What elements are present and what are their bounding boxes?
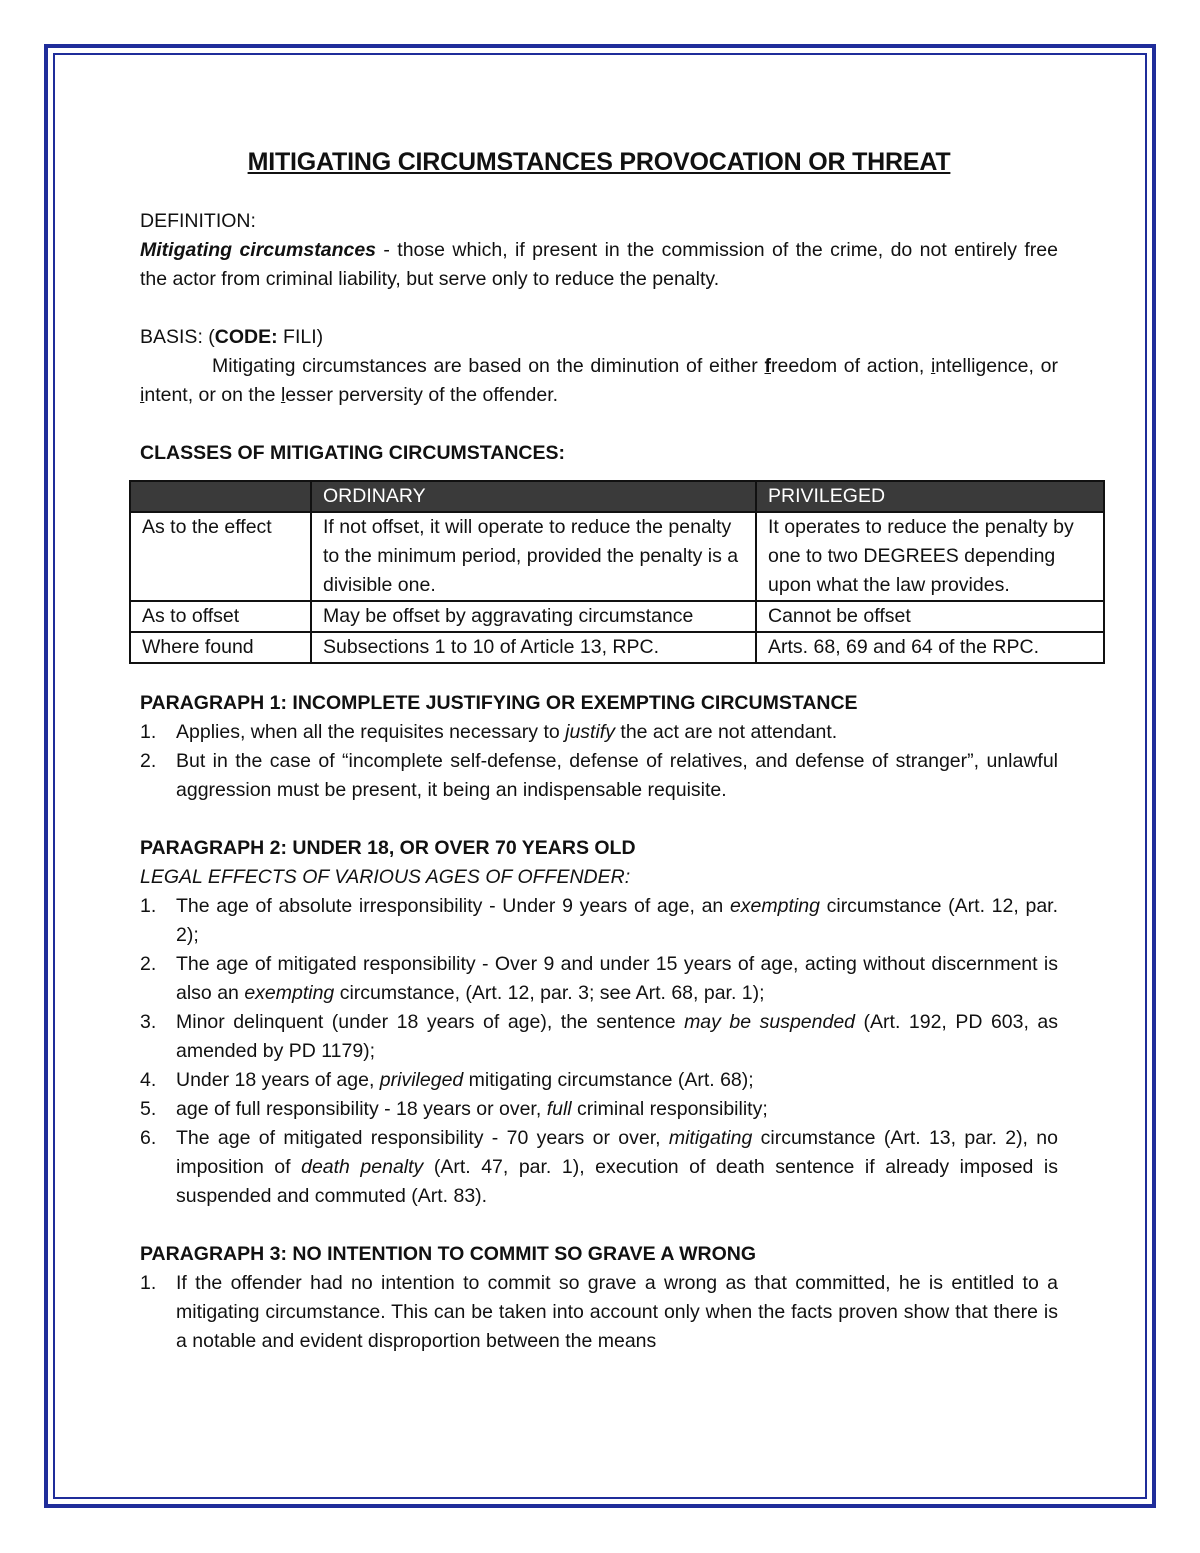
list-item: 5. age of full responsibility - 18 years or over, full criminal responsibility; xyxy=(140,1098,768,1120)
para1-list xyxy=(140,718,1058,805)
basis-heading xyxy=(140,323,1058,352)
table-cell: Subsections 1 to 10 of Article 13, RPC. xyxy=(311,632,756,663)
para2-list xyxy=(140,892,1058,1211)
list-item: 3. Minor delinquent (under 18 years of age), the sentence may be suspended (Art. 192, PD 603, as amended by PD 1179); xyxy=(140,1011,1059,1062)
list-item: 4. Under 18 years of age, privileged mitigating circumstance (Art. 68); xyxy=(140,1069,754,1091)
table-cell: Where found xyxy=(130,632,311,663)
table-cell: It operates to reduce the penalty by one to two DEGREES depending upon what the law provides. xyxy=(756,512,1104,601)
list-item: 1. If the offender had no intention to commit so grave a wrong as that committed, he is entitled to a mitigating circumstance. This can be taken into account only when the facts proven show that there is a notable and evident disproportion between the means xyxy=(140,1272,1058,1352)
list-item: 1. Applies, when all the requisites necessary to justify the act are not attendant. xyxy=(140,721,838,743)
table-cell: May be offset by aggravating circumstance xyxy=(311,601,756,632)
list-item: 2. But in the case of “incomplete self-defense, defense of relatives, and defense of stranger”, unlawful aggression must be present, it being an indispensable requisite. xyxy=(140,750,1058,801)
table-header-cell: PRIVILEGED xyxy=(756,481,1104,512)
list-item: 6. The age of mitigated responsibility - 70 years or over, mitigating circumstance (Art. 13, par. 2), no imposition of death penalty (Art. 47, par. 1), execution of death sentence if already imposed is suspended and commuted (Art. 83). xyxy=(140,1127,1058,1207)
basis-heading-prefix: BASIS: ( xyxy=(140,326,215,348)
table-row xyxy=(130,632,1104,663)
list-item: 2. The age of mitigated responsibility - Over 9 and under 15 years of age, acting without discernment is also an exempting circumstance, (Art. 12, par. 3; see Art. 68, par. 1); xyxy=(140,953,1058,1004)
table-cell: If not offset, it will operate to reduce the penalty to the minimum period, provided the penalty is a divisible one. xyxy=(311,512,756,601)
classes-table xyxy=(129,480,1105,664)
table-header-cell xyxy=(130,481,311,512)
basis-heading-code: CODE: xyxy=(214,326,278,348)
definition-text xyxy=(140,236,1058,294)
table-cell: Cannot be offset xyxy=(756,601,1104,632)
definition-term: Mitigating circumstances xyxy=(140,239,377,261)
table-cell: As to the effect xyxy=(130,512,311,601)
table-header-cell: ORDINARY xyxy=(311,481,756,512)
table-cell: As to offset xyxy=(130,601,311,632)
table-header-row xyxy=(130,481,1104,512)
page-title: MITIGATING CIRCUMSTANCES PROVOCATION OR THREAT xyxy=(247,148,951,176)
para2-heading: PARAGRAPH 2: UNDER 18, OR OVER 70 YEARS OLD xyxy=(140,837,636,859)
basis-text: Mitigating circumstances are based on the diminution of either freedom of action, intelligence, or intent, or on the lesser perversity of the offender. xyxy=(140,355,1058,406)
fili-f: f xyxy=(764,355,771,377)
classes-heading: CLASSES OF MITIGATING CIRCUMSTANCES: xyxy=(140,442,566,464)
fili-i1: i xyxy=(930,355,936,377)
fili-l: l xyxy=(280,384,286,406)
list-item: 1. The age of absolute irresponsibility - Under 9 years of age, an exempting circumstance (Art. 12, par. 2); xyxy=(140,895,1058,946)
para2-subheading: LEGAL EFFECTS OF VARIOUS AGES OF OFFENDER: xyxy=(140,866,631,888)
table-row xyxy=(130,512,1104,601)
para1-heading: PARAGRAPH 1: INCOMPLETE JUSTIFYING OR EXEMPTING CIRCUMSTANCE xyxy=(140,692,858,714)
table-row xyxy=(130,601,1104,632)
definition-heading: DEFINITION: xyxy=(140,210,256,232)
definition-body: - those which, if present in the commission of the crime, do not entirely free the actor from criminal liability, but serve only to reduce the penalty. xyxy=(140,239,1058,290)
basis-heading-suffix: FILI) xyxy=(277,326,324,348)
table-cell: Arts. 68, 69 and 64 of the RPC. xyxy=(756,632,1104,663)
para3-heading: PARAGRAPH 3: NO INTENTION TO COMMIT SO GRAVE A WRONG xyxy=(140,1243,757,1265)
fili-i2: i xyxy=(140,384,145,406)
para3-list xyxy=(140,1269,1058,1356)
document-body xyxy=(140,145,1074,1356)
